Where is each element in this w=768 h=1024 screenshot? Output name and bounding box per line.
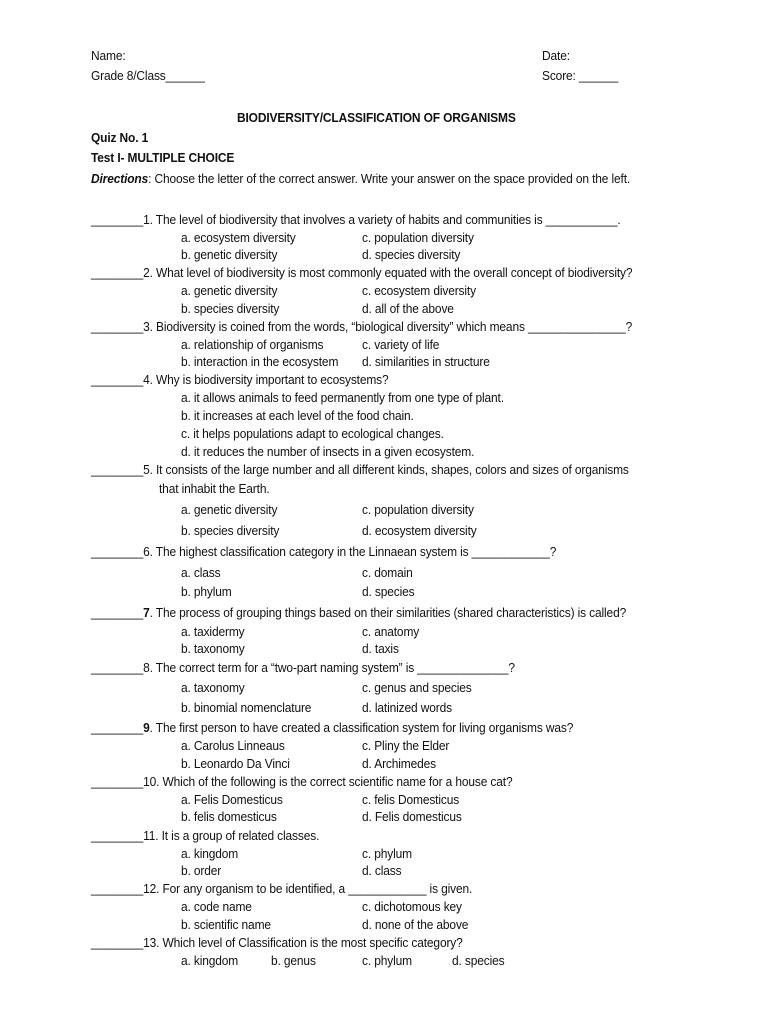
question-2-stem: ________2. What level of biodiversity is most commonly equated with the overall concept of biodiversity? — [91, 265, 633, 280]
question-10-choice-c: c. felis Domesticus — [362, 792, 460, 807]
question-11-choice-a: a. kingdom — [181, 846, 239, 861]
date-field-label: Date: — [542, 48, 570, 63]
question-10-choice-b: b. felis domesticus — [181, 809, 277, 824]
question-13-choice-c: c. phylum — [362, 953, 412, 968]
page-title: BIODIVERSITY/CLASSIFICATION OF ORGANISMS — [237, 110, 516, 125]
question-9-choice-d: d. Archimedes — [362, 756, 437, 771]
question-10-choice-a: a. Felis Domesticus — [181, 792, 283, 807]
question-2-choice-d: d. all of the above — [362, 301, 454, 316]
directions-text: : Choose the letter of the correct answer. Write your answer on the space provided on the left. — [148, 171, 631, 186]
question-13-stem: ________13. Which level of Classification is the most specific category? — [91, 935, 463, 950]
question-7-stem — [91, 605, 626, 621]
question-10-stem: ________10. Which of the following is the correct scientific name for a house cat? — [91, 774, 513, 789]
question-4-choice-d: d. it reduces the number of insects in a given ecosystem. — [181, 444, 475, 459]
question-6-choice-d: d. species — [362, 584, 415, 599]
question-1-choice-c: c. population diversity — [362, 230, 474, 245]
question-9-answer-blank: ________ — [91, 720, 144, 735]
question-8-stem: ________8. The correct term for a “two-part naming system” is ______________? — [91, 660, 515, 675]
question-6-stem: ________6. The highest classification category in the Linnaean system is ____________? — [91, 544, 557, 559]
directions-label: Directions — [91, 171, 149, 186]
question-2-choice-a: a. genetic diversity — [181, 283, 278, 298]
question-1-choice-b: b. genetic diversity — [181, 247, 278, 262]
question-9-choice-a: a. Carolus Linneaus — [181, 738, 285, 753]
question-5-stem-continued: that inhabit the Earth. — [159, 481, 270, 496]
question-11-choice-d: d. class — [362, 863, 402, 878]
question-6-choice-b: b. phylum — [181, 584, 232, 599]
directions — [91, 171, 630, 187]
question-4-choice-a: a. it allows animals to feed permanently from one type of plant. — [181, 390, 504, 405]
question-1-choice-d: d. species diversity — [362, 247, 461, 262]
question-9-text: . The first person to have created a classification system for living organisms was? — [149, 720, 574, 735]
question-11-choice-c: c. phylum — [362, 846, 412, 861]
question-6-choice-c: c. domain — [362, 565, 413, 580]
question-2-choice-b: b. species diversity — [181, 301, 280, 316]
question-3-choice-c: c. variety of life — [362, 337, 440, 352]
question-5-choice-a: a. genetic diversity — [181, 502, 278, 517]
question-9-stem — [91, 720, 573, 736]
question-9-choice-b: b. Leonardo Da Vinci — [181, 756, 290, 771]
question-5-choice-b: b. species diversity — [181, 523, 280, 538]
question-11-stem: ________11. It is a group of related classes. — [91, 828, 320, 843]
question-10-choice-d: d. Felis domesticus — [362, 809, 462, 824]
question-12-choice-c: c. dichotomous key — [362, 899, 462, 914]
question-5-stem: ________5. It consists of the large number and all different kinds, shapes, colors and sizes of organisms — [91, 462, 629, 477]
question-7-choice-b: b. taxonomy — [181, 641, 245, 656]
question-3-choice-b: b. interaction in the ecosystem — [181, 354, 339, 369]
test-heading: Test I- MULTIPLE CHOICE — [91, 150, 235, 165]
question-6-choice-a: a. class — [181, 565, 221, 580]
question-8-choice-c: c. genus and species — [362, 680, 472, 695]
question-7-choice-d: d. taxis — [362, 641, 399, 656]
question-7-answer-blank: ________ — [91, 605, 144, 620]
question-12-choice-a: a. code name — [181, 899, 252, 914]
question-7-choice-a: a. taxidermy — [181, 624, 245, 639]
question-9-number: 9 — [143, 720, 150, 735]
question-2-choice-c: c. ecosystem diversity — [362, 283, 476, 298]
grade-class-field-label: Grade 8/Class______ — [91, 68, 205, 83]
question-7-choice-c: c. anatomy — [362, 624, 420, 639]
question-12-stem: ________12. For any organism to be identified, a ____________ is given. — [91, 881, 473, 896]
name-field-label: Name: — [91, 48, 126, 63]
question-5-choice-c: c. population diversity — [362, 502, 474, 517]
question-7-number: 7 — [143, 605, 150, 620]
question-11-choice-b: b. order — [181, 863, 222, 878]
question-13-choice-d: d. species — [452, 953, 505, 968]
question-3-stem: ________3. Biodiversity is coined from the words, “biological diversity” which means _______________? — [91, 319, 633, 334]
question-1-stem: ________1. The level of biodiversity that involves a variety of habits and communities is ___________. — [91, 212, 621, 227]
question-3-choice-d: d. similarities in structure — [362, 354, 490, 369]
question-8-choice-d: d. latinized words — [362, 700, 452, 715]
quiz-number: Quiz No. 1 — [91, 130, 149, 145]
question-9-choice-c: c. Pliny the Elder — [362, 738, 450, 753]
question-4-choice-b: b. it increases at each level of the food chain. — [181, 408, 414, 423]
question-3-choice-a: a. relationship of organisms — [181, 337, 324, 352]
question-12-choice-d: d. none of the above — [362, 917, 469, 932]
question-1-choice-a: a. ecosystem diversity — [181, 230, 296, 245]
score-field-label: Score: ______ — [542, 68, 619, 83]
question-4-stem: ________4. Why is biodiversity important to ecosystems? — [91, 372, 389, 387]
question-8-choice-a: a. taxonomy — [181, 680, 245, 695]
question-4-choice-c: c. it helps populations adapt to ecological changes. — [181, 426, 444, 441]
question-12-choice-b: b. scientific name — [181, 917, 271, 932]
question-13-choice-b: b. genus — [271, 953, 316, 968]
question-5-choice-d: d. ecosystem diversity — [362, 523, 477, 538]
question-7-text: . The process of grouping things based on their similarities (shared characteristics) is called? — [149, 605, 627, 620]
question-13-choice-a: a. kingdom — [181, 953, 239, 968]
question-8-choice-b: b. binomial nomenclature — [181, 700, 312, 715]
